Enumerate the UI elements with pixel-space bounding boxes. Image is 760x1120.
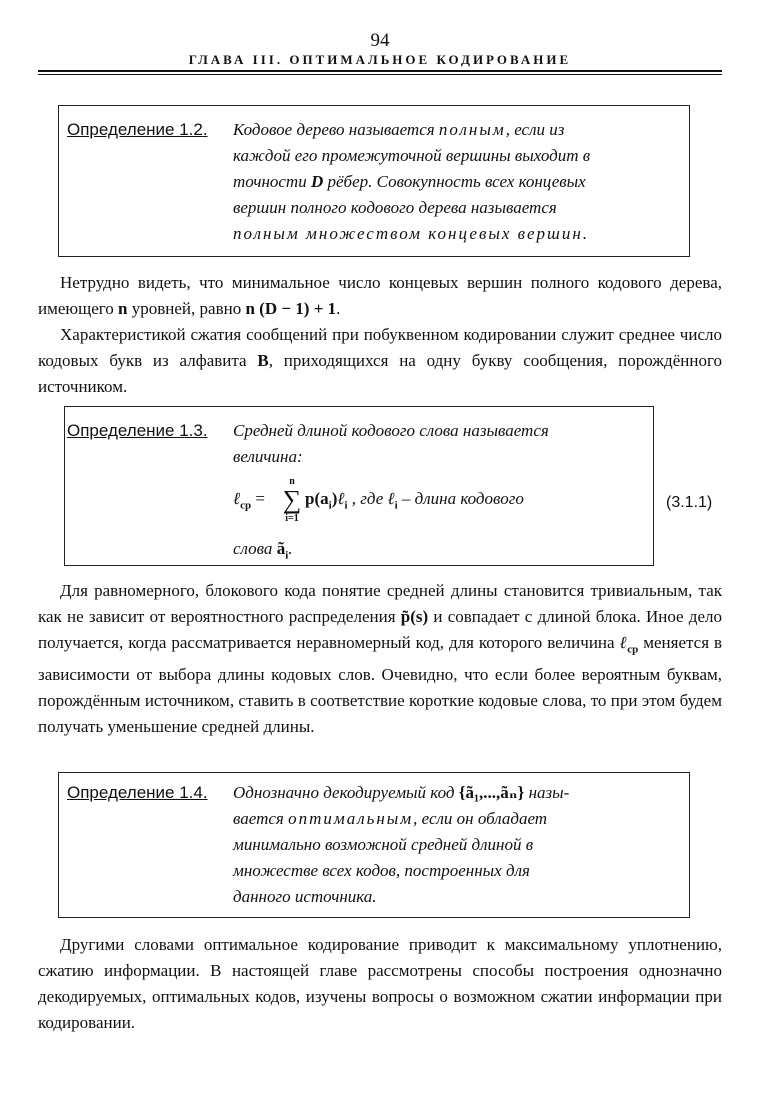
para-text: уровней, равно [127, 299, 246, 318]
formula-comment: – длина кодового [397, 489, 524, 508]
definition-1-2-line-5: полным множеством концевых вершин. [233, 224, 590, 243]
definition-1-2-line-2: каждой его промежуточной вершины выходит в [233, 146, 591, 165]
average-length-formula [233, 489, 265, 511]
def-term: оптимальным [288, 809, 414, 828]
formula-comment: , где ℓ [351, 489, 395, 508]
def-text: . [288, 539, 293, 558]
def-text: рёбер. Совокупность всех концевых [323, 172, 586, 191]
formula-body: $p(a_i)\ell_i$ , где ℓ$_i$ – длина кодового [305, 489, 524, 512]
definition-1-4-line-5: данного источника. [233, 887, 377, 906]
definition-1-3-label: Определение 1.3. [67, 421, 208, 440]
para-variable: ℓ [619, 633, 628, 652]
code-set: {ã₁,...,ãₙ} [458, 783, 525, 802]
definition-1-2-line-3 [233, 172, 586, 192]
def-text: Кодовое дерево называется [233, 120, 439, 139]
def-text: , если он обладает [413, 809, 548, 828]
header-rule [38, 70, 722, 72]
definition-1-2-line-1 [233, 120, 564, 140]
para-text: , приходящихся на одну букву сообщения, порождённого источником. [38, 351, 722, 396]
para-formula: p̃(s) [400, 607, 429, 626]
definition-1-3-box [64, 406, 654, 566]
def-text: точности [233, 172, 311, 191]
para-formula: n (D − 1) + 1 [245, 299, 337, 318]
def-text: вается [233, 809, 289, 828]
paragraph-4 [38, 932, 722, 1036]
formula-subscript: cp [240, 499, 252, 512]
definition-1-4-line-2 [233, 809, 547, 829]
formula-subscript: i [344, 499, 348, 512]
definition-1-4-box [58, 772, 690, 918]
paragraph-1 [38, 270, 722, 322]
definition-label-text: Определение 1.2 [67, 120, 203, 139]
definition-1-2-box [58, 105, 690, 257]
formula-subscript: i [394, 499, 398, 512]
def-text: назы- [524, 783, 570, 802]
para-variable: B [257, 351, 269, 370]
definition-label-text: Определение 1.3 [67, 421, 203, 440]
def-term: полным [438, 120, 506, 139]
definition-1-4-label: Определение 1.4. [67, 783, 208, 802]
def-text: слова [233, 539, 277, 558]
paragraph-2 [38, 322, 722, 400]
sum-symbol: ∑ [282, 485, 302, 514]
paragraph-3 [38, 578, 722, 740]
definition-1-4-line-1 [233, 783, 569, 803]
definition-1-2-label: Определение 1.2. [67, 120, 208, 139]
para-text: Для равномерного, блокового кода понятие средней длины становится тривиальным, так как не зависит от вероятностного распределения [38, 581, 722, 626]
definition-1-3-line-2: величина: [233, 447, 303, 466]
definition-1-3-line-1: Средней длиной кодового слова называется [233, 421, 549, 440]
formula-subscript: i [328, 499, 332, 512]
sum-upper-limit: n [289, 476, 295, 487]
para-text: Другими словами оптимальное кодирование приводит к максимальному уплотнению, сжатию информации. В настоящей главе рассмотрены способы построения однозначно декодируемых, оптимальных кодов, изучены вопросы о возможном сжатии информации при кодировании. [38, 935, 722, 1032]
equation-number: (3.1.1) [666, 494, 713, 511]
definition-1-2-line-4: вершин полного кодового дерева называется [233, 198, 557, 217]
chapter-header: ГЛАВА III. ОПТИМАЛЬНОЕ КОДИРОВАНИЕ [188, 52, 572, 67]
def-text: , если из [505, 120, 565, 139]
para-text: Характеристикой сжатия сообщений при побуквенном кодировании служит среднее число кодовых букв из алфавита [38, 325, 722, 370]
header-rule-thin [38, 74, 722, 75]
definition-1-4-line-4: множестве всех кодов, построенных для [233, 861, 530, 880]
para-text: Нетрудно видеть, что минимальное число концевых вершин полного кодового дерева, имеющего [38, 273, 722, 318]
formula-subscript: cp [627, 643, 639, 656]
definition-1-3-line-4 [233, 539, 293, 561]
definition-1-4-line-3: минимально возможной средней длиной в [233, 835, 534, 854]
sum-sign [281, 477, 303, 525]
definition-label-text: Определение 1.4 [67, 783, 203, 802]
formula-subscript: i [285, 549, 289, 562]
formula-equals: = [255, 489, 265, 508]
para-text: . [336, 299, 341, 318]
para-text: и совпадает с длиной блока. Иное дело получается, когда рассматривается неравномерный код, для которого величина [38, 607, 722, 652]
page-number: 94 [370, 30, 390, 51]
def-variable: ã [276, 539, 286, 558]
sum-lower-limit: i=1 [285, 513, 299, 524]
para-variable: n [118, 299, 128, 318]
para-text: меняется в зависимости от выбора длины кодовых слов. Очевидно, что если более вероятным буквам, порождённым источником, ставить в соответствие короткие кодовые слова, то при этом будем получать уменьшение средней длины. [38, 633, 722, 737]
def-text: Однозначно декодируемый код [233, 783, 459, 802]
formula-p: p(a [305, 489, 329, 508]
def-variable-D: D [310, 172, 324, 191]
formula-ell: ℓ [233, 489, 241, 508]
